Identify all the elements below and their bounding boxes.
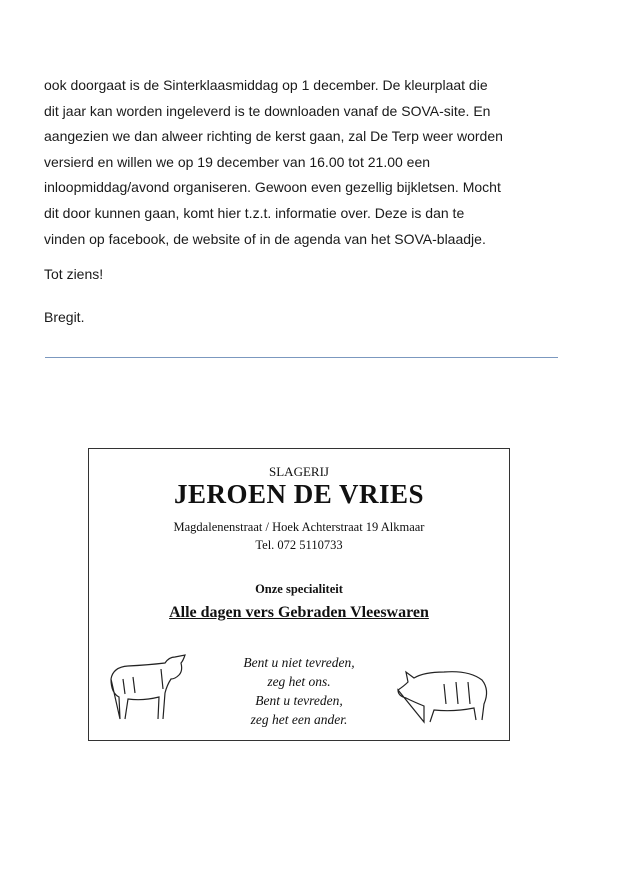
paragraph-line: vinden op facebook, de website of in de agenda van het SOVA-blaadje. xyxy=(44,230,486,247)
paragraph-line: dit jaar kan worden ingeleverd is te downloaden vanaf de SOVA-site. En xyxy=(44,102,491,119)
closing-text: Tot ziens! xyxy=(44,266,104,282)
calf-icon xyxy=(103,649,193,729)
motto-line: zeg het een ander. xyxy=(250,712,348,727)
ad-specialty: Alle dagen vers Gebraden Vleeswaren xyxy=(169,604,429,621)
motto-line: Bent u niet tevreden, xyxy=(243,655,355,670)
body-paragraph xyxy=(44,73,503,252)
ad-business-name: JEROEN DE VRIES xyxy=(173,479,425,509)
ad-phone: Tel. 072 5110733 xyxy=(255,538,343,552)
paragraph-line: inloopmiddag/avond organiseren. Gewoon even gezellig bijkletsen. Mocht xyxy=(44,179,501,196)
motto-line: zeg het ons. xyxy=(267,674,331,689)
pig-icon xyxy=(394,664,494,729)
ad-specialty-label: Onze specialiteit xyxy=(255,582,343,596)
butcher-advertisement xyxy=(88,448,510,741)
paragraph-line: aangezien we dan alweer richting de kerst gaan, zal De Terp weer worden xyxy=(44,128,503,145)
horizontal-divider xyxy=(45,357,558,358)
paragraph-line: ook doorgaat is de Sinterklaasmiddag op 1 december. De kleurplaat die xyxy=(44,77,488,93)
ad-address: Magdalenenstraat / Hoek Achterstraat 19 Alkmaar xyxy=(173,520,425,534)
motto-line: Bent u tevreden, xyxy=(255,693,343,708)
signature-text: Bregit. xyxy=(44,309,85,325)
ad-kicker: SLAGERIJ xyxy=(269,464,329,479)
paragraph-line: dit door kunnen gaan, komt hier t.z.t. informatie over. Deze is dan te xyxy=(44,204,465,221)
paragraph-line: versierd en willen we op 19 december van 16.00 tot 21.00 een xyxy=(44,153,431,170)
